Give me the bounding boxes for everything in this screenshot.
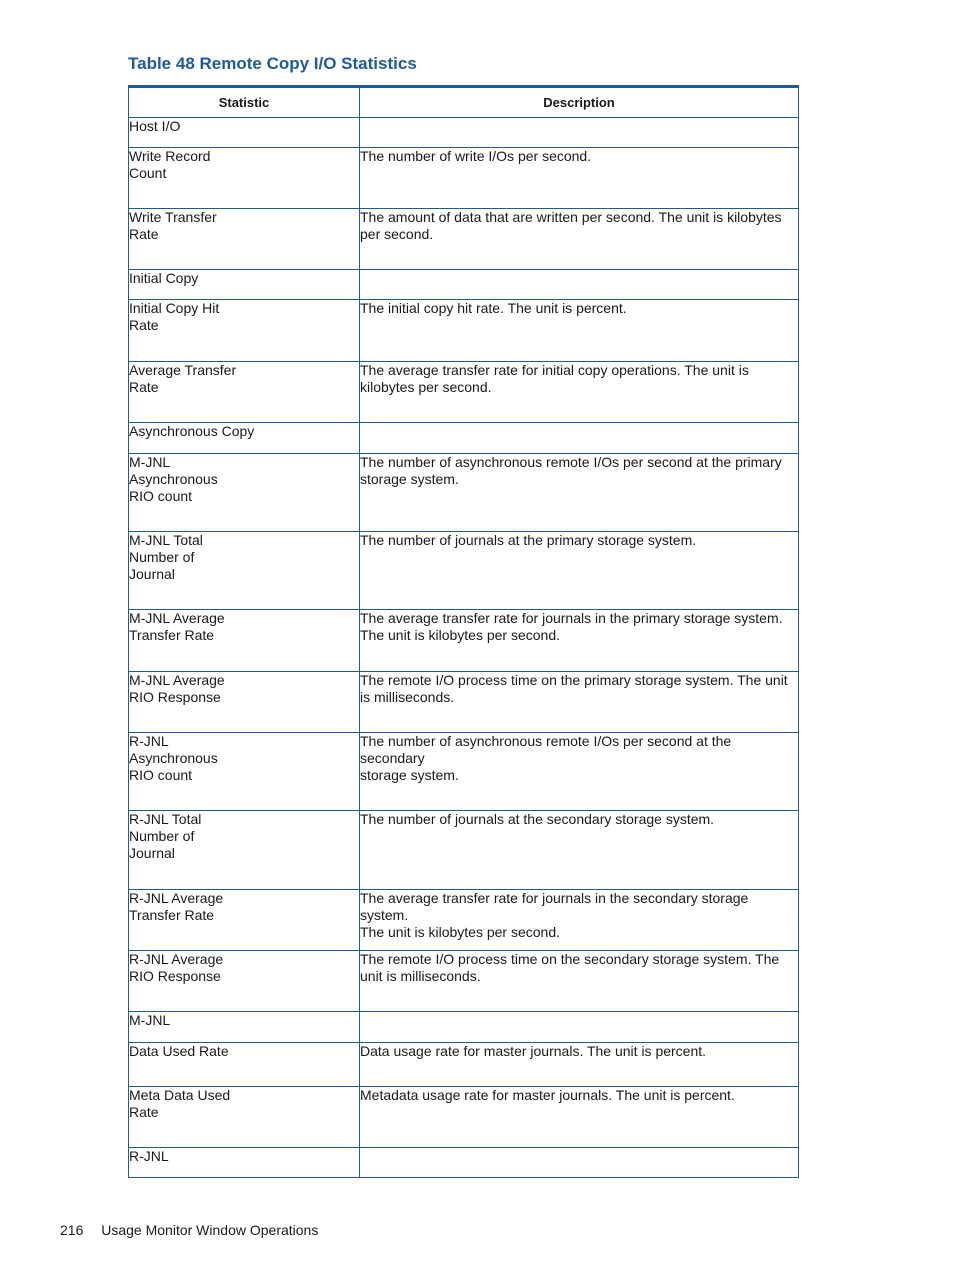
statistic-cell: Average Transfer Rate [129, 362, 360, 423]
table-row [129, 951, 799, 1012]
table-row [129, 423, 799, 454]
description-cell: The number of journals at the secondary storage system. [360, 811, 799, 890]
table-row [129, 1087, 799, 1148]
statistic-cell: M-JNL Total Number of Journal [129, 532, 360, 610]
description-cell [360, 1012, 799, 1043]
description-cell: The number of journals at the primary storage system. [360, 532, 799, 610]
category-cell: R-JNL [129, 1148, 360, 1178]
table-row [129, 118, 799, 148]
remote-copy-stats-table [128, 85, 799, 1178]
table-row [129, 890, 799, 951]
description-cell: The number of asynchronous remote I/Os per second at the primary storage system. [360, 454, 799, 532]
statistic-cell: Write Transfer Rate [129, 209, 360, 270]
description-cell: The number of write I/Os per second. [360, 148, 799, 209]
table-row [129, 270, 799, 300]
description-cell: The initial copy hit rate. The unit is percent. [360, 300, 799, 362]
table-row [129, 532, 799, 610]
table-row [129, 300, 799, 362]
category-cell: M-JNL [129, 1012, 360, 1043]
statistic-cell: Meta Data Used Rate [129, 1087, 360, 1148]
description-cell [360, 1148, 799, 1178]
statistic-cell: R-JNL Average Transfer Rate [129, 890, 360, 951]
description-cell: The amount of data that are written per second. The unit is kilobytes per second. [360, 209, 799, 270]
description-cell: The number of asynchronous remote I/Os per second at the secondary storage system. [360, 733, 799, 811]
category-cell: Initial Copy [129, 270, 360, 300]
table-row [129, 610, 799, 672]
description-cell [360, 118, 799, 148]
category-cell: Asynchronous Copy [129, 423, 360, 454]
table-row [129, 454, 799, 532]
table-row [129, 209, 799, 270]
header-statistic: Statistic [129, 87, 360, 118]
description-cell: The average transfer rate for journals in the secondary storage system. The unit is kilobytes per second. [360, 890, 799, 951]
description-cell: Metadata usage rate for master journals. The unit is percent. [360, 1087, 799, 1148]
category-cell: Host I/O [129, 118, 360, 148]
statistic-cell: M-JNL Average Transfer Rate [129, 610, 360, 672]
description-cell: The remote I/O process time on the primary storage system. The unit is milliseconds. [360, 672, 799, 733]
description-cell: The average transfer rate for initial copy operations. The unit is kilobytes per second. [360, 362, 799, 423]
statistic-cell: R-JNL Asynchronous RIO count [129, 733, 360, 811]
table-row [129, 811, 799, 890]
table-row [129, 1012, 799, 1043]
page-number: 216 [60, 1222, 84, 1238]
description-cell [360, 423, 799, 454]
header-description: Description [360, 87, 799, 118]
table-caption: Table 48 Remote Copy I/O Statistics [128, 54, 417, 73]
statistic-cell: M-JNL Average RIO Response [129, 672, 360, 733]
table-row [129, 1043, 799, 1087]
footer-section-title: Usage Monitor Window Operations [101, 1222, 319, 1238]
table-row [129, 148, 799, 209]
table-header-row [129, 87, 799, 118]
description-cell [360, 270, 799, 300]
statistic-cell: R-JNL Average RIO Response [129, 951, 360, 1012]
statistic-cell: R-JNL Total Number of Journal [129, 811, 360, 890]
statistic-cell: Data Used Rate [129, 1043, 360, 1087]
statistic-cell: M-JNL Asynchronous RIO count [129, 454, 360, 532]
page-footer [60, 1222, 318, 1238]
statistic-cell: Initial Copy Hit Rate [129, 300, 360, 362]
table-row [129, 1148, 799, 1178]
table-row [129, 672, 799, 733]
description-cell: Data usage rate for master journals. The unit is percent. [360, 1043, 799, 1087]
table-row [129, 733, 799, 811]
description-cell: The remote I/O process time on the secondary storage system. The unit is milliseconds. [360, 951, 799, 1012]
table-row [129, 362, 799, 423]
description-cell: The average transfer rate for journals in the primary storage system. The unit is kilobytes per second. [360, 610, 799, 672]
statistic-cell: Write Record Count [129, 148, 360, 209]
